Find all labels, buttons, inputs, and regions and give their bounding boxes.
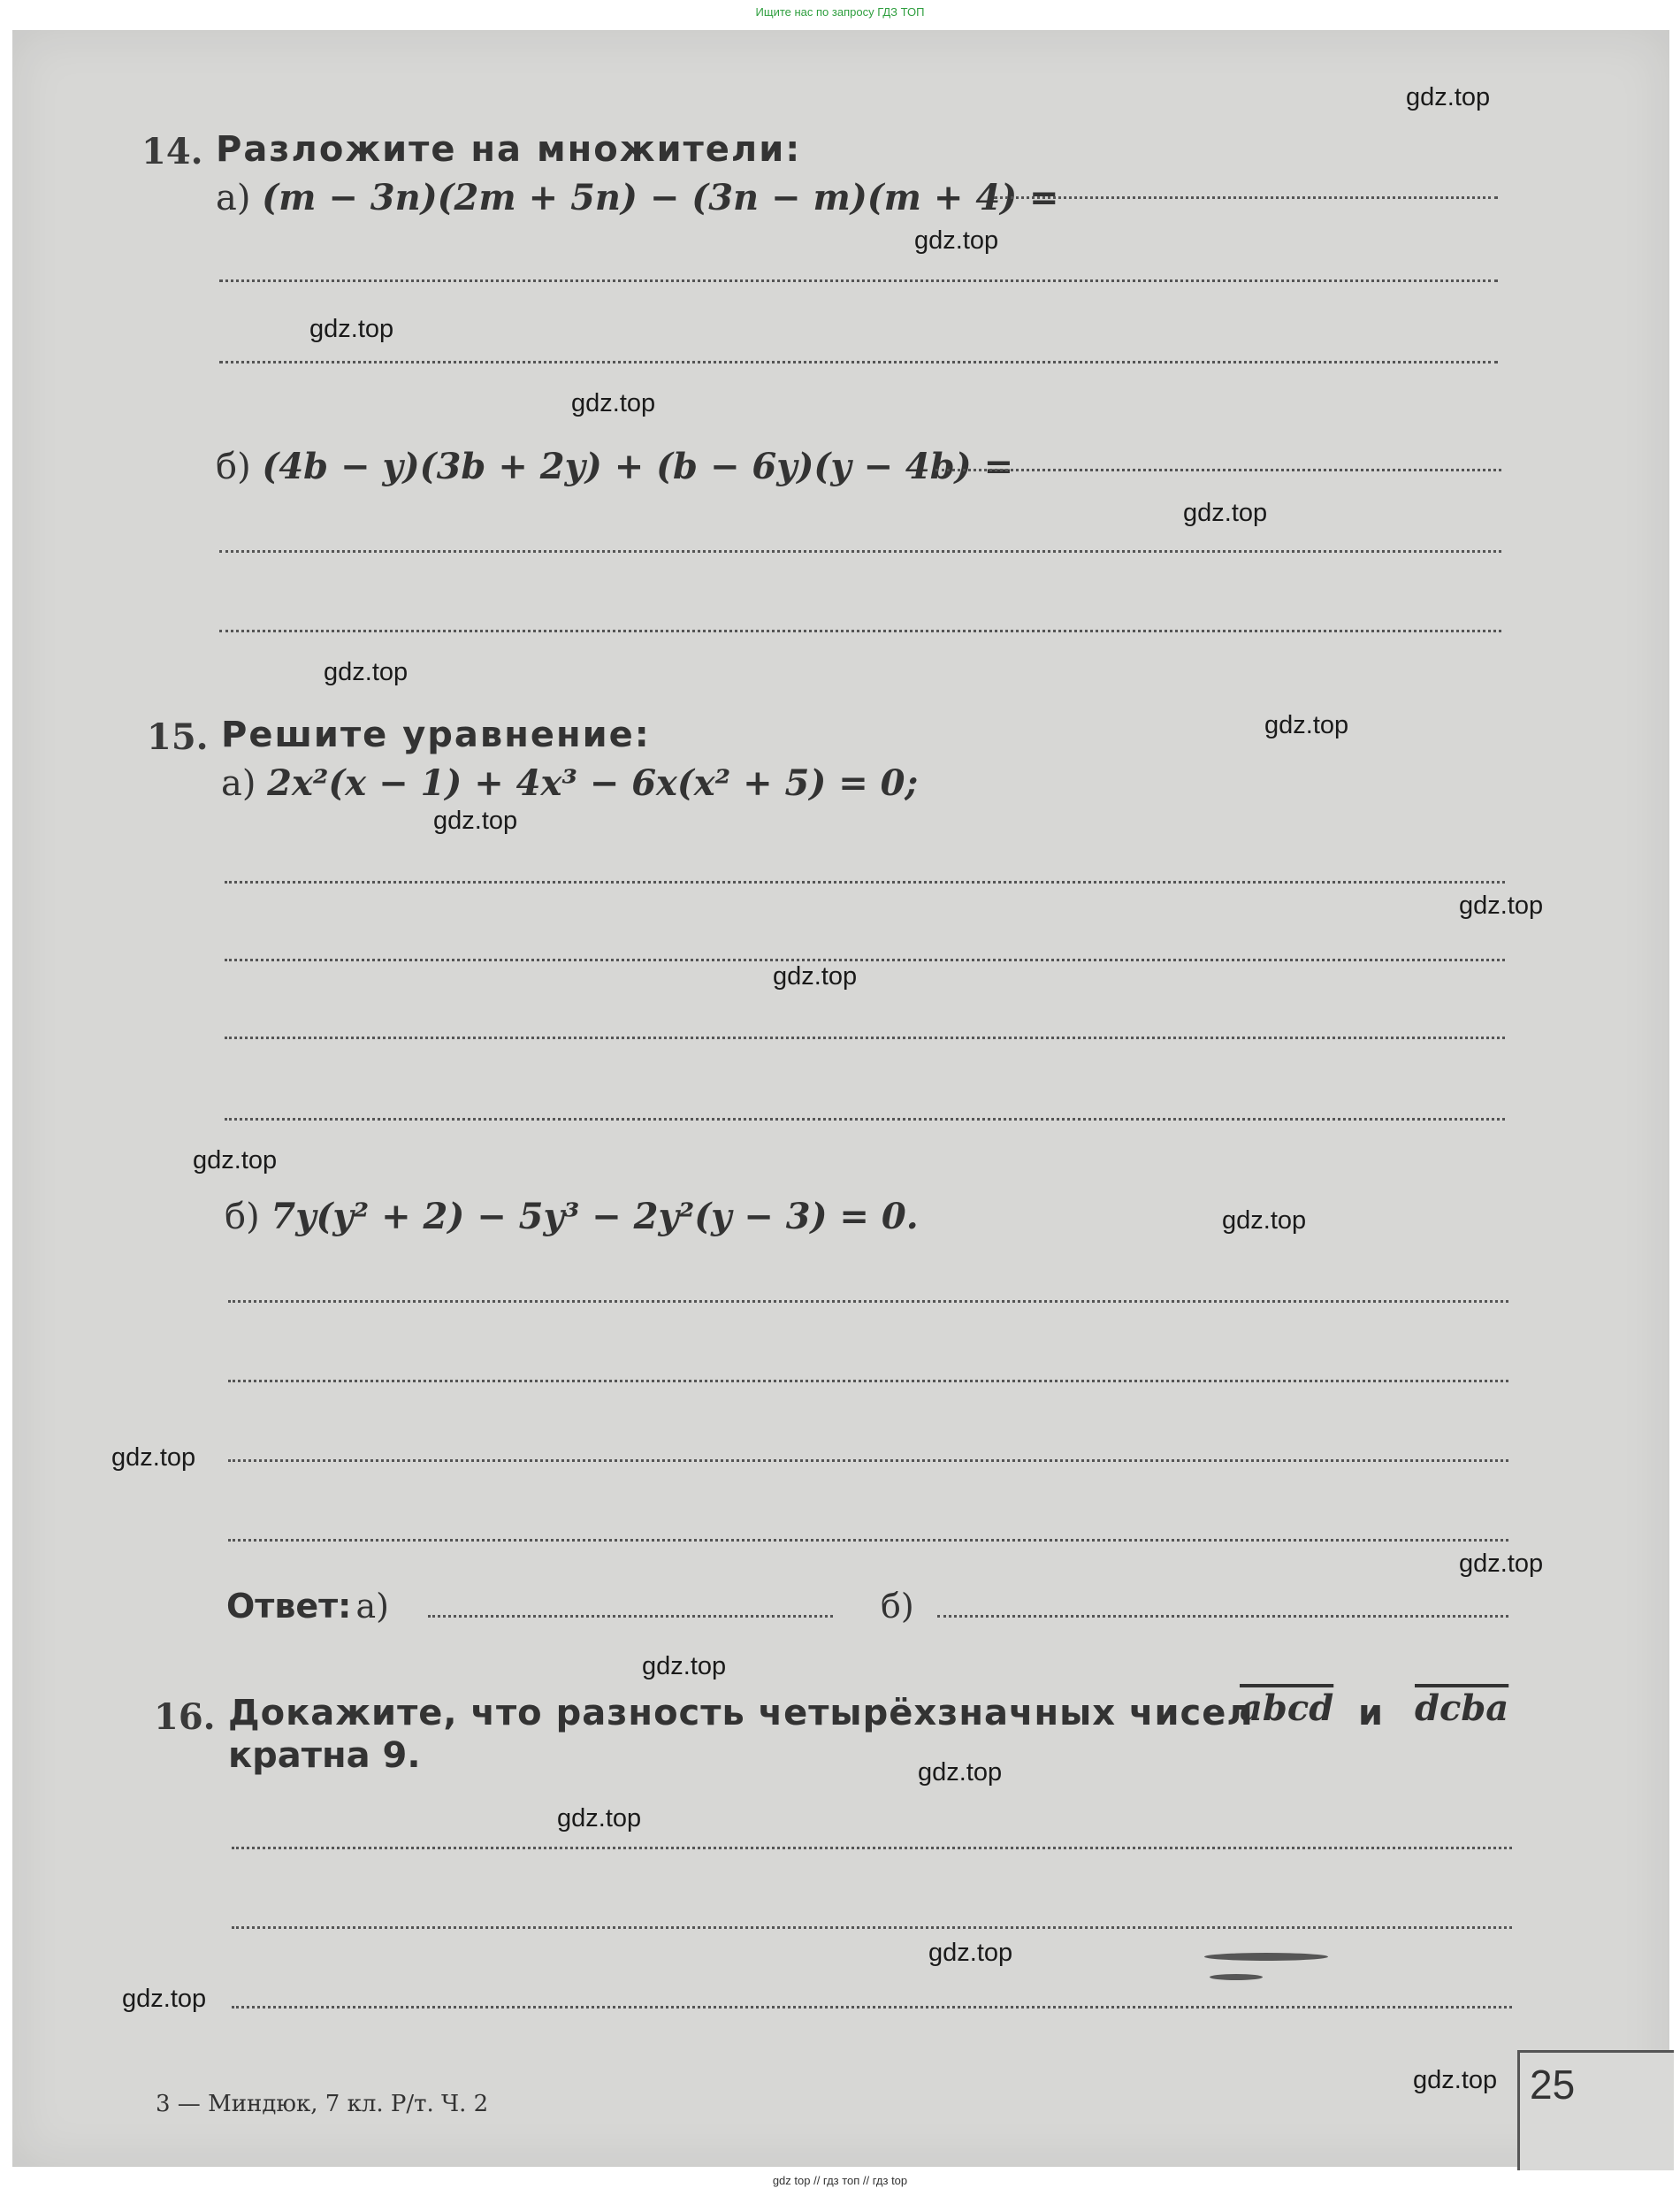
task-15a-label: а): [221, 763, 256, 804]
task-15-title: Решите уравнение:: [221, 715, 651, 755]
answer-line[interactable]: [219, 550, 1501, 553]
answer-line[interactable]: [219, 630, 1501, 632]
answer-b-field[interactable]: [937, 1615, 1508, 1618]
bottom-banner: gdz top // гдз топ // гдз top: [772, 2174, 908, 2187]
watermark: gdz.top: [309, 315, 394, 343]
answer-line[interactable]: [232, 1847, 1512, 1849]
page-number: 25: [1530, 2062, 1576, 2108]
task-16-text-2: кратна 9.: [228, 1735, 421, 1776]
watermark: gdz.top: [1222, 1206, 1307, 1235]
answer-line[interactable]: [228, 1380, 1508, 1382]
task-16-text-1: Докажите, что разность четырёхзначных чисел: [228, 1693, 1254, 1733]
answer-line[interactable]: [228, 1459, 1508, 1462]
task-16-conjunction: и: [1358, 1693, 1384, 1733]
watermark: gdz.top: [122, 1985, 207, 2013]
book-footer: 3 — Миндюк, 7 кл. Р/т. Ч. 2: [156, 2091, 489, 2117]
task-14a: [216, 177, 1059, 218]
task-15b-equation: 7y(y² + 2) − 5y³ − 2y²(y − 3) = 0.: [271, 1196, 919, 1237]
answer-line[interactable]: [225, 1118, 1505, 1121]
watermark: gdz.top: [773, 962, 858, 991]
answer-line[interactable]: [225, 881, 1505, 884]
answer-line[interactable]: [228, 1539, 1508, 1542]
task-16-number-abcd: abcd: [1240, 1687, 1334, 1729]
answer-line[interactable]: [225, 959, 1505, 961]
answer-label: Ответ:: [226, 1587, 352, 1626]
ink-smudge: [1210, 1974, 1263, 1980]
answer-line[interactable]: [225, 1037, 1505, 1039]
task-15b: [225, 1196, 919, 1237]
answer-a-field[interactable]: [428, 1615, 833, 1618]
task-15b-label: б): [225, 1197, 260, 1237]
answer-line[interactable]: [994, 196, 1498, 199]
watermark: gdz.top: [111, 1443, 196, 1472]
task-14b: [216, 446, 1013, 487]
watermark: gdz.top: [571, 389, 656, 417]
watermark: gdz.top: [193, 1146, 278, 1175]
task-15a: [221, 762, 918, 804]
watermark: gdz.top: [433, 807, 518, 835]
task-15a-equation: 2x²(x − 1) + 4x³ − 6x(x² + 5) = 0;: [267, 762, 919, 804]
answer-line[interactable]: [219, 361, 1498, 363]
task-14-title: Разложите на множители:: [216, 129, 802, 170]
answer-b-label: б): [881, 1587, 914, 1626]
top-banner: Ищите нас по запросу ГДЗ ТОП: [755, 5, 925, 19]
answer-line[interactable]: [228, 1300, 1508, 1303]
task-15-number: 15.: [147, 716, 209, 758]
watermark: gdz.top: [1264, 711, 1349, 739]
ink-smudge: [1204, 1953, 1328, 1961]
task-15-answer: [226, 1587, 389, 1626]
watermark: gdz.top: [1459, 1549, 1544, 1578]
task-16-number: 16.: [154, 1696, 216, 1738]
watermark: gdz.top: [914, 226, 999, 255]
watermark: gdz.top: [1406, 83, 1491, 111]
watermark: gdz.top: [642, 1652, 727, 1680]
watermark: gdz.top: [928, 1939, 1013, 1967]
task-14b-expression: (4b − y)(3b + 2y) + (b − 6y)(y − 4b) =: [262, 446, 1014, 487]
watermark: gdz.top: [1413, 2066, 1498, 2094]
task-14-number: 14.: [141, 131, 203, 172]
answer-a-label: а): [355, 1587, 389, 1626]
watermark: gdz.top: [324, 658, 409, 686]
task-14a-expression: (m − 3n)(2m + 5n) − (3n − m)(m + 4) =: [262, 177, 1059, 218]
answer-line[interactable]: [935, 469, 1501, 471]
task-14a-label: а): [216, 178, 251, 218]
answer-line[interactable]: [232, 1926, 1512, 1929]
watermark: gdz.top: [1459, 891, 1544, 920]
answer-line[interactable]: [219, 279, 1498, 282]
watermark: gdz.top: [1183, 499, 1268, 527]
answer-line[interactable]: [232, 2006, 1512, 2009]
task-14b-label: б): [216, 447, 251, 487]
watermark: gdz.top: [918, 1758, 1003, 1787]
watermark: gdz.top: [557, 1804, 642, 1833]
task-16-number-dcba: dcba: [1415, 1687, 1509, 1729]
